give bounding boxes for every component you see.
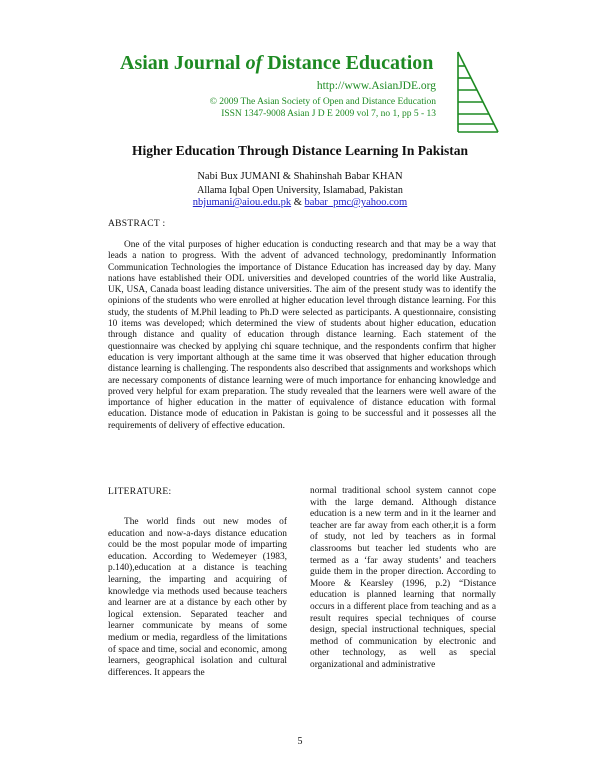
email-link-1[interactable]: nbjumani@aiou.edu.pk (192, 197, 292, 208)
issn-line: ISSN 1347-9008 Asian J D E 2009 vol 7, no 1, pp 5 - 13 (221, 109, 436, 119)
journal-title-part2: of (245, 52, 263, 74)
journal-title-part1: Asian Journal (120, 52, 246, 74)
literature-text-col2: normal traditional school system cannot cope with the large demand. Although distance education is a new term and in it the learner and teacher are far away from each other,it is a form of study, not led by teachers as in formal classrooms but teacher led students who are termed as a ‘far away students’ and teachers guide them in the proper direction. According to Moore & Kearsley (1996, p.2) “Distance education is planned learning that normally occurs in a different place from teaching and as a result requires special techniques of course design, special instructional techniques, special method of communication by electronic and other technology, as well as special organizational and administrative (310, 486, 496, 670)
literature-text-col1: The world finds out new modes of education and now-a-days distance education could be the most popular mode of imparting education. According to Wedemeyer (1983, p.140),education at a distance is teaching learning, the imparting and acquiring of knowledge via methods used because teachers and learner are at a distance by each other by logical extension. Separated teacher and learner communicate by means of some medium or media, regardless of the limitations of space and time, social and economic, among learners, geographical isolation and cultural differences. It appears the (108, 517, 287, 678)
email-link-2[interactable]: babar_pmc@yahoo.com (304, 197, 408, 208)
paper-title: Higher Education Through Distance Learning In Pakistan (131, 143, 469, 158)
copyright-line: © 2009 The Asian Society of Open and Distance Education (209, 97, 436, 107)
literature-heading: LITERATURE: (108, 487, 172, 497)
column-left (108, 487, 287, 679)
journal-title (120, 52, 433, 75)
column-right (310, 486, 496, 672)
abstract-heading: ABSTRACT : (108, 219, 166, 229)
affiliation: Allama Iqbal Open University, Islamabad, Pakistan (197, 185, 403, 196)
authors: Nabi Bux JUMANI & Shahinshah Babar KHAN (197, 171, 403, 182)
journal-title-part3: Distance Education (262, 52, 434, 74)
page-number: 5 (297, 736, 303, 747)
abstract-text: One of the vital purposes of higher education is conducting research and that may be a way that leads a nation to progress. With the advent of advanced technology, predominantly Information Communication Technologies the importance of Distance Education has increased day by day. Many nations have established their ODL universities and developed countries of the world like Australia, UK, USA, Canada boast leading distance universities. The aim of the present study was to identify the opinions of the students who were enrolled at higher education level through distance learning. For this study, the students of M.Phil leading to Ph.D were selected as participants. A questionnaire, consisting 10 items was developed; which determined the view of students about higher education, education through distance and quality of education through distance learning. Each statement of the questionnaire was checked by applying chi square technique, and the respondents confirm that higher education is very important although at the same time it was observed that higher education through distance learning is challenging. The respondents also described that assignments and workshops which are necessary components of distance learning were of much importance for enhancing knowledge and proved very helpful for exam preparation. The study revealed that the learners were well aware of the importance of higher education in the matter of equivalence of distance education with formal education. Distance mode of education in Pakistan is going to be successful and it possesses all the requirements of delivery of effective education. (108, 240, 496, 431)
journal-url[interactable]: http://www.AsianJDE.org (316, 80, 436, 92)
author-emails (0, 197, 600, 208)
journal-logo-icon (456, 50, 500, 134)
email-separator: & (291, 197, 305, 208)
